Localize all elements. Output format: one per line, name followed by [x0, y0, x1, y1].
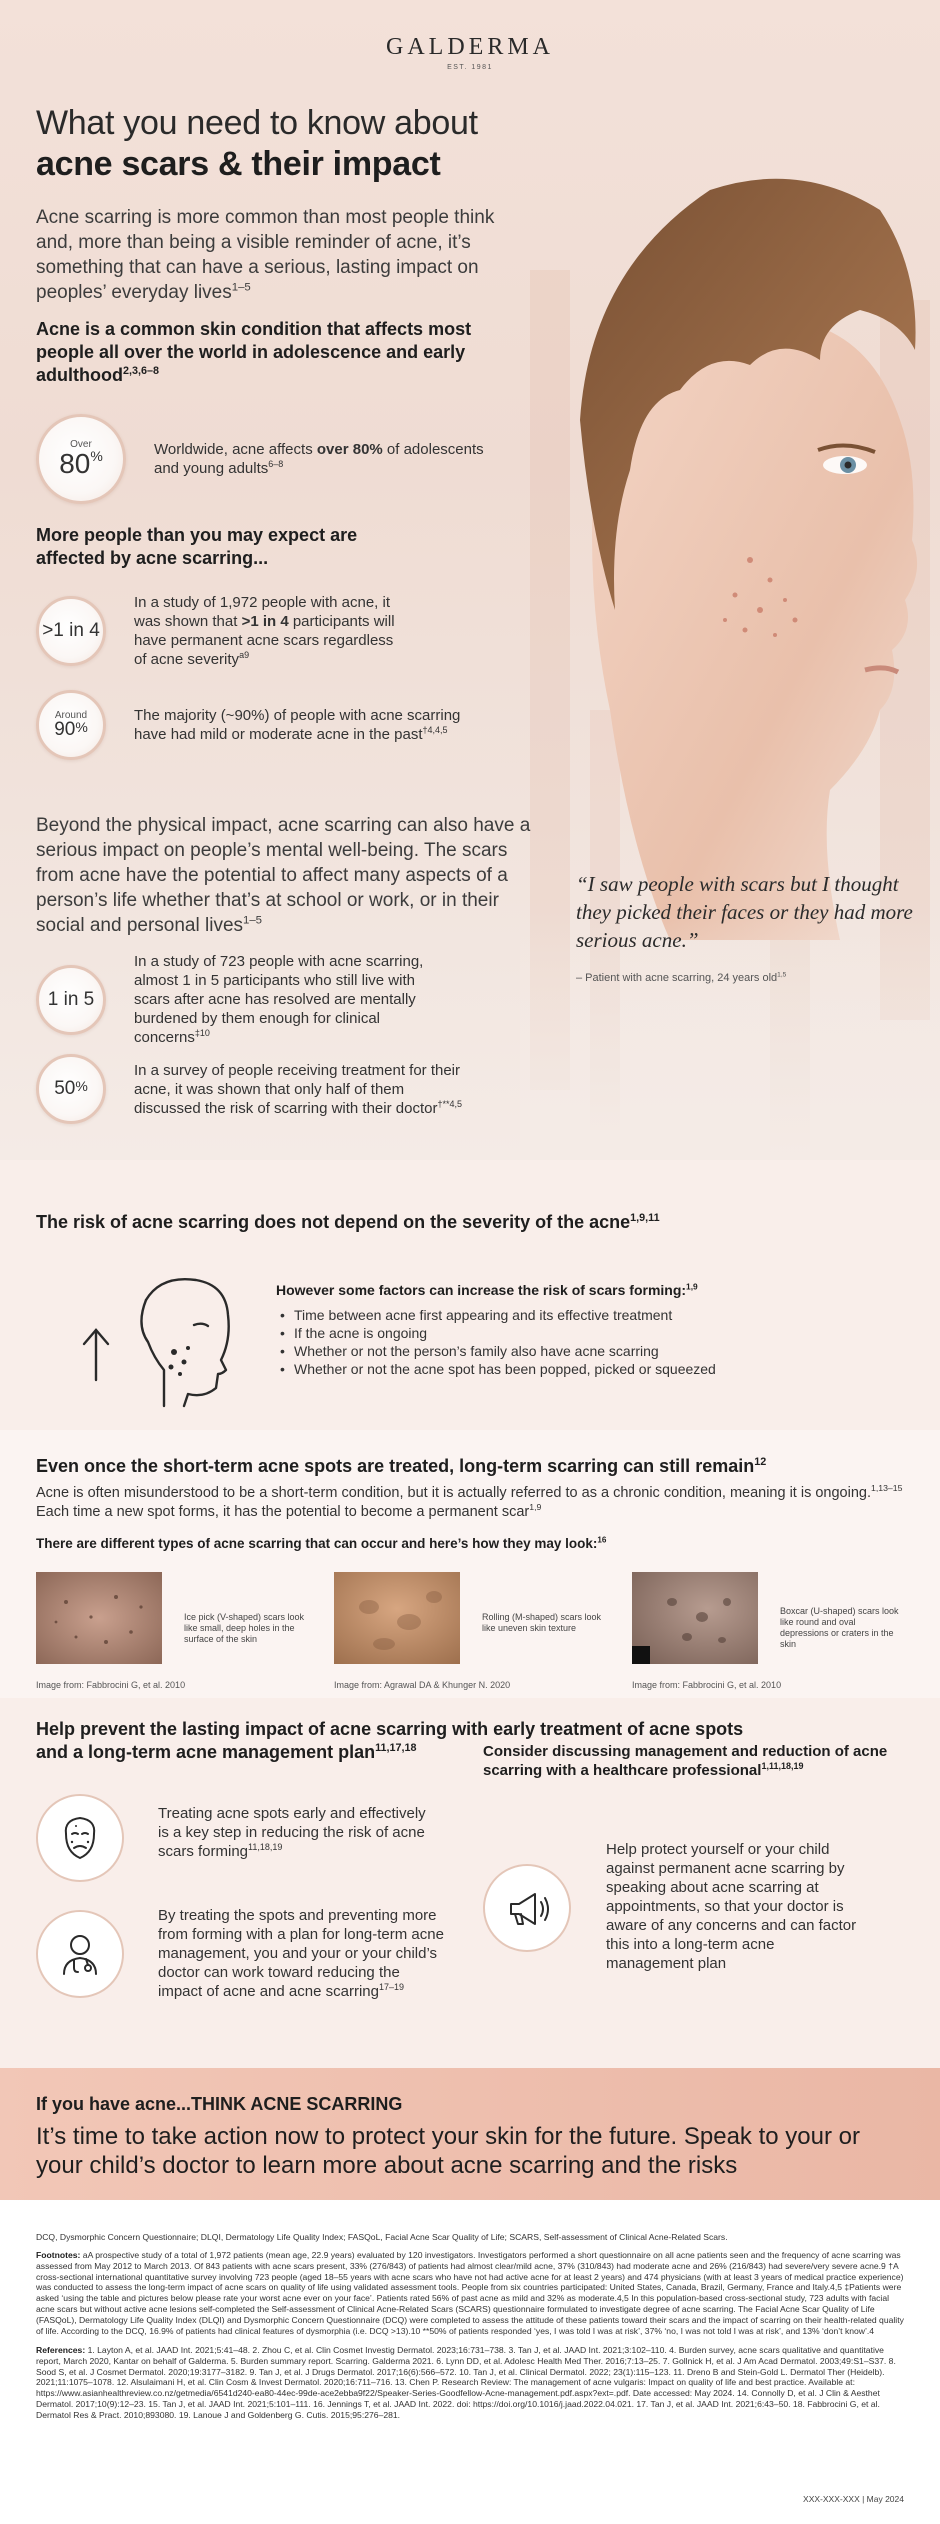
brand-est: EST. 1981 — [447, 64, 493, 71]
types-title: Even once the short-term acne spots are treated, long-term scarring can still remain$^{12}$ — [36, 1456, 767, 1476]
arrow-up-icon — [84, 1330, 108, 1380]
scar-caption: Rolling (M-shaped) scars look like uneven skin texture — [482, 1612, 602, 1633]
page-title-line2: acne scars & their impact — [36, 145, 441, 183]
face-profile-icon — [76, 1270, 246, 1410]
scar-caption: Ice pick (V-shaped) scars look like small, deep holes in the surface of the skin — [184, 1612, 305, 1644]
abbreviations: DCQ, Dysmorphic Concern Questionnaire; DLQI, Dermatology Life Quality Index; FASQoL, Facial Acne Scar Quality of Life; SCARS, Self-assessment of Clinical Acne-Related Scars. — [36, 2232, 728, 2242]
common-heading: Acne is a common skin condition that affects most people all over the world in adolescence and early adulthood$^{2,3,6-8}$ — [36, 319, 472, 385]
references: References: 1. Layton A, et al. JAAD Int. 2021;5:41–48. 2. Zhou C, et al. Clin Cosmet Investig Dermatol. 2023;16:731–738. 3. Tan J, et al. JAAD Int. 2021;3:102–110. 4. Burden survey, acne scars qualitative and quantitative report, March 2020, Kantar on behalf of Galderma. 5. Burden summary report. Scarring. Galderma 2021. 6. Lynn DD, et al. Adolesc Health Med Ther. 2016;7:13–25. 7. Gollnick H, et al. J Am Acad Dermatol. 2003;49:S1–S37. 8. Sood S, et al. J Cosmet Dermatol. 2020;19:3177–3182. 9. Tan J, et al. J Drugs Dermatol. 2017;16(6):566–572. 10. Tan J, et al. Clinical Dermatol. 2022; 23(1):115–123. 11. Dreno B and Stein-Gold L. Dermatol Ther (Heidelb). 2021;11:1075–1078. 12. Alsulaimani H, et al. Clin Cosm & Invest Dermatol. 2020;16:711–716. 13. Chen P. Research Review: The management of acne vulgaris: Impact on quality of life and best practice. Available at: https://www.asianhealthreview.co.nz/getmedia/6541d240-ea80-44ec-99de-ace2ebba9f22/Speaker-Series-Goodfellow-Acne-management.pdf.aspx?ext=.pdf. Date accessed: May 2024. 14. Connolly D, et al. J Clin & Aesthet Dermatol. 2017;10(9):12–23. 15. Tan J, et al. JAAD Int. 2021;5:101–111. 16. Jennings T, et al. JAAD Int. 2022. doi: https://doi.org/10.1016/j.jaad.2022.04.021. 17. Tan J, et al. JAAD Int. 2021;6:43–50. 18. Fabbrocini G, et al. Dermatol Res & Pract. 2010;893080. 19. Lanoue J and Goldenberg G. Cutis. 2015;95:276–281. — [36, 2345, 896, 2420]
image-credit: Image from: Fabbrocini G, et al. 2010 — [36, 1680, 186, 1690]
factors-heading: However some factors can increase the risk of scars forming:$^{1,9}$ — [276, 1281, 698, 1298]
patient-quote: “I saw people with scars but I thought they picked their faces or they had more serious acne.” — [576, 872, 913, 952]
wellbeing-paragraph: Beyond the physical impact, acne scarring can also have a serious impact on people’s mental well-being. The scars from acne have the potential to affect many aspects of a person’s life whether that’s at school or work, or in their social and personal lives$^{1-5}$ — [36, 815, 531, 936]
stat-circle: 1 in 5 — [36, 965, 106, 1035]
consider-heading: Consider discussing management and reduction of acne scarring with a healthcare professional$^{1,11,18,19}$ — [483, 1743, 888, 1779]
footnotes-text: Footnotes: aA prospective study of a total of 1,972 patients (mean age, 22.9 years) evaluated by 120 investigators. Investigators performed a short questionnaire on all acne patients seen and the frequency of acne scarring was assessed from May 2012 to March 2013. Of 843 patients with acne scars present, 33% (276/843) of patients had almost clear/mild acne, 37% (310/843) had moderate acne and 26% (216/843) had severe/very severe acne.9 †A cross-sectional international quantitative survey involving 723 people (aged 18–55 years with acne scars who have not had active acne for at least 2 years) and 474 physicians (with at least 3 years of medical practice experience) was conducted to assess the long-term impact of acne scars on quality of life using validated assessment tools. People from six countries participated: United States, Canada, Brazil, Germany, France and Italy.4,5 ‡Patients were asked ‘using the table and pictures below please rate your worst acne ever on your face’. Patients rated 56% of past acne as mild and 32% as moderate.4,5 In this population-based cross-sectional study, 723 adults with facial acne scars but without active acne lesions self-completed the Self-assessment of Clinical Acne-Related Scars (SCARS) questionnaire formulated to investigate degree of acne scarring. The Facial Acne Scar Quality of Life (FASQoL), Dermatology Life Quality Index (DLQI) and Dysmorphic Concern Questionnaire (DCQ) were completed to assess the attitude of these patients toward their scars and the impact of scarring on their health-related quality of life. According to the DCQ, 16.9% of patients had clinical features of dysmorphia (i.e. DCQ >13).10 **50% of patients responded ‘yes, I was told I was at risk’, 37% ‘no, I was not told I was at risk’, and 13% ‘don’t know’.4 — [36, 2250, 904, 2336]
ice-pick-scar-image — [36, 1572, 162, 1664]
stat-text: In a study of 1,972 people with acne, it was shown that >1 in 4 participants will have permanent acne scars regardless of acne severity$^{a9}$ — [134, 594, 395, 668]
cta-text: It’s time to take action now to protect your skin for the future. Speak to your or your child’s doctor to learn more about acne scarring and the risks — [36, 2123, 860, 2179]
stat-circle: >1 in 4 — [36, 596, 106, 666]
stat-circle: Over 80% — [36, 414, 126, 504]
stat-circle: 50% — [36, 1054, 106, 1124]
more-people-heading: More people than you may expect are affected by acne scarring... — [36, 525, 358, 568]
portrait-illustration — [520, 150, 940, 1160]
stat-text: Worldwide, acne affects over 80% of adolescents and young adults$^{6-8}$ — [154, 441, 484, 477]
stat-text: In a survey of people receiving treatment for their acne, it was shown that only half of them discussed the risk of scarring with their doctor$^{\dagger**4,5}$ — [134, 1061, 462, 1117]
document-number: XXX-XXX-XXX | May 2024 — [803, 2494, 904, 2504]
scar-caption: Boxcar (U-shaped) scars look like round and oval depressions or craters in the skin — [780, 1606, 899, 1649]
stat-circle: Around 90% — [36, 690, 106, 760]
list-item: • If the acne is ongoing — [276, 1324, 716, 1342]
types-paragraph: Acne is often misunderstood to be a short-term condition, but it is actually referred to as a chronic condition, meaning it is ongoing.$^{1,13-15}$ Each time a new spot forms, it has the potential to become a permanent scar$^{1,9}$ — [36, 1483, 903, 1520]
doctor-icon — [36, 1910, 124, 1998]
types-subheading: There are different types of acne scarring that can occur and here’s how they may look:$^{16}$ — [36, 1535, 607, 1551]
stat-50 — [36, 1054, 464, 1124]
stat-text: The majority (~90%) of people with acne scarring have had mild or moderate acne in the past$^{\dagger 4,4,5}$ — [134, 707, 461, 743]
cta-heading: If you have acne...THINK ACNE SCARRING — [36, 2094, 403, 2114]
consider-text: Help protect yourself or your child against permanent acne scarring by speaking about acne scarring at appointments, so that your doctor is aware of any concerns and can factor this into a long-term acne management plan — [606, 1841, 857, 1972]
list-item: • Whether or not the person’s family also have acne scarring — [276, 1342, 716, 1360]
stat-text: In a study of 723 people with acne scarring, almost 1 in 5 participants who still live with scars after acne has resolved are mentally burdened by them enough for clinical concerns$^{\ddagger 10}$ — [134, 953, 424, 1046]
boxcar-scar-image — [632, 1572, 758, 1664]
image-credit: Image from: Agrawal DA & Khunger N. 2020 — [334, 1680, 511, 1690]
worried-face-icon — [36, 1794, 124, 1882]
stat-around-90 — [36, 690, 474, 760]
prevent-item-1: Treating acne spots early and effectively is a key step in reducing the risk of acne scars forming$^{11,18,19}$ — [158, 1805, 426, 1860]
prevent-title: Help prevent the lasting impact of acne scarring with early treatment of acne spots and a long-term acne management plan$^{11,17,18}$ — [36, 1719, 744, 1762]
galderma-logo — [0, 34, 940, 71]
risk-title: The risk of acne scarring does not depend on the severity of the acne$^{1,9,11}$ — [36, 1212, 660, 1232]
list-item: • Time between acne first appearing and its effective treatment — [276, 1306, 716, 1324]
page-title-line1: What you need to know about — [36, 104, 478, 142]
image-credit: Image from: Fabbrocini G, et al. 2010 — [632, 1680, 782, 1690]
intro-paragraph: Acne scarring is more common than most people think and, more than being a visible reminder of acne, it’s something that can have a serious, lasting impact on peoples’ everyday lives$^{1-5}$ — [36, 207, 495, 303]
stat-over-80 — [36, 414, 494, 504]
rolling-scar-image — [334, 1572, 460, 1664]
quote-attribution: – Patient with acne scarring, 24 years old$^{1,5}$ — [576, 971, 787, 984]
megaphone-icon — [483, 1864, 571, 1952]
stat-1-in-4 — [36, 593, 404, 669]
list-item: • Whether or not the acne spot has been popped, picked or squeezed — [276, 1360, 716, 1378]
stat-1-in-5 — [36, 952, 454, 1047]
prevent-item-2: By treating the spots and preventing more from forming with a plan for long-term acne management, you and your or your child’s doctor can work toward reducing the impact of acne and acne scarring$^{17-19}$ — [158, 1907, 444, 2000]
brand-name: GALDERMA — [386, 34, 554, 60]
risk-factors-list — [276, 1306, 716, 1378]
hero-section — [0, 0, 940, 1160]
